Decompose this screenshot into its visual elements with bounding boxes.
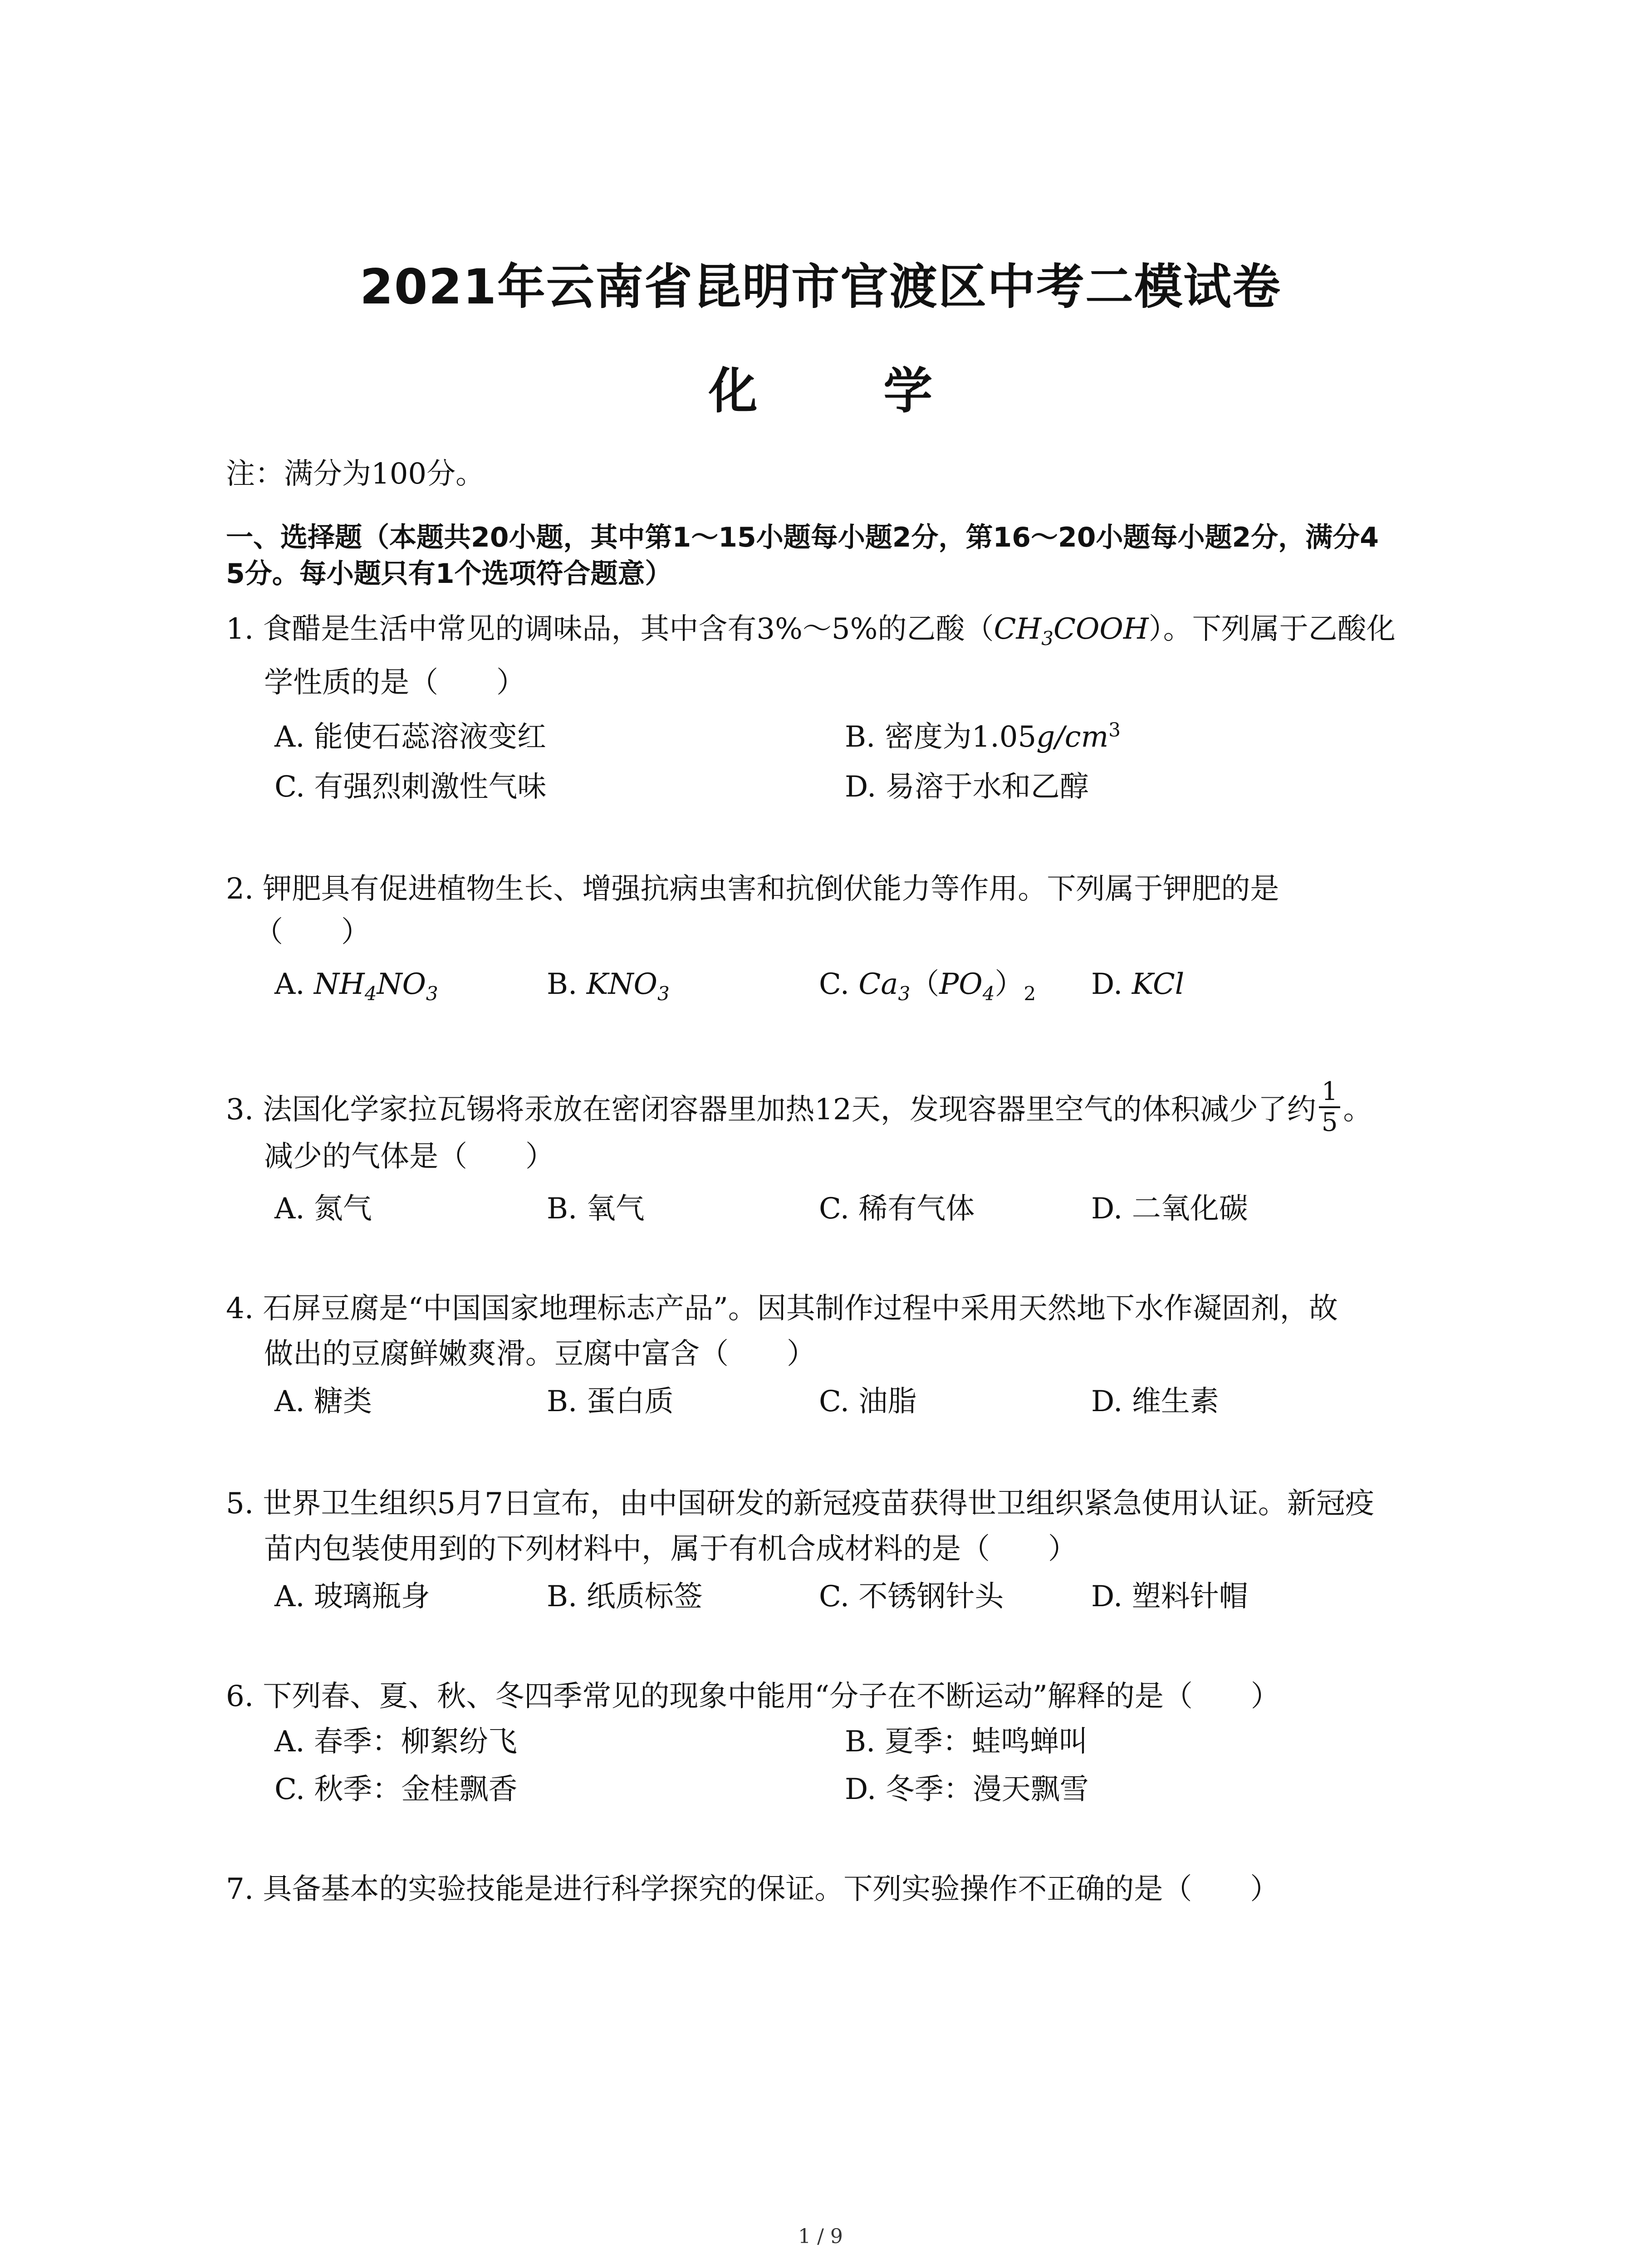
question-3-option-b: B. 氧气 (547, 1192, 645, 1226)
acetic-acid-formula: $CH_3COOH$ (994, 612, 1149, 650)
question-3-option-a: A. 氮气 (274, 1192, 372, 1226)
question-1-option-a: A. 能使石蕊溶液变红 (274, 720, 546, 754)
question-6-line1: 6. 下列春、夏、秋、冬四季常见的现象中能用“分子在不断运动”解释的是（ ） (226, 1680, 1280, 1713)
question-5-line2: 苗内包装使用到的下列材料中，属于有机合成材料的是（ ） (264, 1532, 1077, 1566)
question-3-option-d: D. 二氧化碳 (1091, 1192, 1248, 1226)
question-2-option-c: C. $Ca_3(PO_4)_2$ (819, 968, 1036, 1005)
question-6-option-d: D. 冬季：漫天飘雪 (845, 1773, 1089, 1806)
question-3-line2: 减少的气体是（ ） (264, 1140, 554, 1173)
question-5-line1: 5. 世界卫生组织5月7日宣布，由中国研发的新冠疫苗获得世卫组织紧急使用认证。新冠疫 (226, 1487, 1374, 1520)
page-number: 1 / 9 (798, 2225, 843, 2248)
question-4-option-a: A. 糖类 (274, 1385, 372, 1418)
question-2-line1: 2. 钾肥具有促进植物生长、增强抗病虫害和抗倒伏能力等作用。下列属于钾肥的是 (226, 872, 1279, 906)
question-4-line1: 4. 石屏豆腐是“中国国家地理标志产品”。因其制作过程中采用天然地下水作凝固剂，故 (226, 1292, 1338, 1325)
question-3-line1: 3. 法国化学家拉瓦锡将汞放在密闭容器里加热12天，发现容器里空气的体积减少了约 $\frac{1}{5}$ 。 (226, 1077, 1372, 1137)
question-6-option-a: A. 春季：柳絮纷飞 (274, 1725, 517, 1759)
fraction-one-fifth: $\frac{1}{5}$ (1319, 1077, 1341, 1137)
question-2-line2: （ ） (254, 915, 370, 949)
section-heading-line2: 5分。每小题只有1个选项符合题意） (226, 558, 672, 590)
question-1-option-c: C. 有强烈刺激性气味 (274, 770, 547, 804)
question-7-line1: 7. 具备基本的实验技能是进行科学探究的保证。下列实验操作不正确的是（ ） (226, 1872, 1279, 1906)
question-1-text: 1. 食醋是生活中常见的调味品，其中含有3%～5%的乙酸（ (226, 612, 994, 646)
score-note: 注：满分为100分。 (226, 457, 485, 491)
question-5-option-a: A. 玻璃瓶身 (274, 1580, 430, 1613)
question-4-line2: 做出的豆腐鲜嫩爽滑。豆腐中富含（ ） (264, 1337, 816, 1371)
section-heading-line1: 一、选择题（本题共20小题，其中第1～15小题每小题2分，第16～20小题每小题2分，满分4 (226, 522, 1379, 553)
question-3-option-c: C. 稀有气体 (819, 1192, 975, 1226)
question-2-option-a: A. $NH_4NO_3$ (274, 968, 438, 1005)
question-5-option-d: D. 塑料针帽 (1091, 1580, 1248, 1613)
question-4-option-d: D. 维生素 (1091, 1385, 1219, 1418)
question-1-text-end: ）。下列属于乙酸化 (1148, 612, 1396, 646)
question-6-option-c: C. 秋季：金桂飘香 (274, 1773, 518, 1806)
question-1-option-b: B. 密度为$1.05g/cm^3$ (845, 719, 1121, 754)
question-2-option-d: D. KCl (1091, 968, 1185, 1001)
question-5-option-c: C. 不锈钢针头 (819, 1580, 1004, 1613)
question-1-option-d: D. 易溶于水和乙醇 (845, 770, 1089, 804)
subject-title: 化 学 (708, 363, 987, 420)
question-1-line1 (226, 611, 1396, 650)
question-2-option-b: B. $KNO_3$ (547, 968, 670, 1005)
question-1-line2: 学性质的是（ ） (264, 666, 525, 699)
question-5-option-b: B. 纸质标签 (547, 1580, 703, 1613)
question-4-option-c: C. 油脂 (819, 1385, 917, 1418)
question-4-option-b: B. 蛋白质 (547, 1385, 674, 1418)
document-title: 2021年云南省昆明市官渡区中考二模试卷 (359, 259, 1282, 315)
question-6-option-b: B. 夏季：蛙鸣蝉叫 (845, 1725, 1088, 1759)
